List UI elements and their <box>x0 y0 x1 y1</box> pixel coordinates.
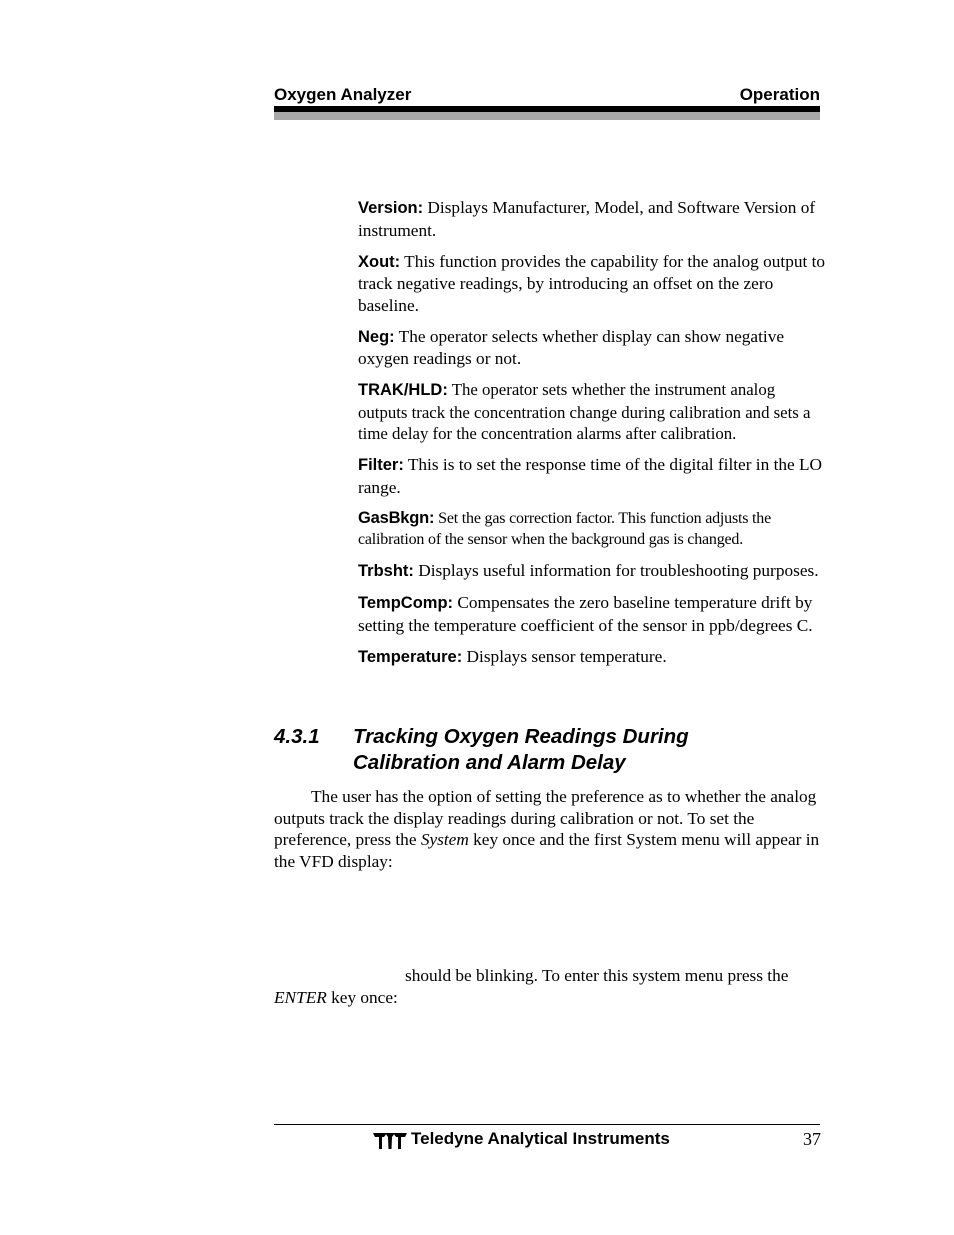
term-label: Trbsht: <box>358 562 414 580</box>
section-title: Tracking Oxygen Readings During Calibration and Alarm Delay <box>353 725 689 774</box>
definition-temperature <box>358 646 828 669</box>
term-description: Set the gas correction factor. This function adjusts the calibration of the sensor when the background gas is changed. <box>358 509 772 548</box>
term-description: Compensates the zero baseline temperature drift by setting the temperature coefficient of the sensor in ppb/degrees C. <box>358 593 813 635</box>
definition-neg <box>358 326 828 370</box>
definition-trak-hld <box>358 379 828 445</box>
key-name: ENTER <box>274 987 327 1007</box>
header-rule-shadow <box>274 112 820 120</box>
paragraph-text: should be blinking. To enter this system menu press the <box>405 966 789 985</box>
footer-rule <box>274 1124 820 1125</box>
term-label: Temperature: <box>358 647 463 666</box>
paragraph-text: key once: <box>326 987 398 1007</box>
paragraph-text: The user has the option of setting the preference as to whether the analog outputs track the display readings during calibration or not. To set the preference, press the <box>274 787 817 850</box>
definition-list <box>358 197 828 678</box>
term-description: This function provides the capability for the analog output to track negative readings, by introducing an offset on the zero baseline. <box>358 251 826 315</box>
teledyne-logo-icon <box>373 1131 407 1151</box>
term-label: TRAK/HLD: <box>358 381 448 399</box>
term-label: Xout: <box>358 252 401 271</box>
term-description: The operator selects whether display can show negative oxygen readings or not. <box>358 326 785 368</box>
term-label: Neg: <box>358 327 395 346</box>
term-label: GasBkgn: <box>358 508 435 527</box>
term-description: Displays Manufacturer, Model, and Software Version of instrument. <box>358 198 816 240</box>
term-label: TempComp: <box>358 594 454 612</box>
definition-xout <box>358 251 828 317</box>
paragraph-text: key once and the first System menu will appear in the VFD display: <box>274 830 820 872</box>
running-header-title: Oxygen Analyzer <box>274 85 412 104</box>
body-paragraph <box>274 786 822 873</box>
definition-gasbkgn <box>358 508 828 551</box>
term-label: Filter: <box>358 456 404 474</box>
section-number: 4.3.1 <box>274 725 320 748</box>
term-description: The operator sets whether the instrument analog outputs track the concentration change during calibration and sets a time delay for the concentration alarms after calibration. <box>358 380 811 443</box>
body-paragraph <box>274 965 822 1008</box>
running-header-section: Operation <box>739 85 820 104</box>
definition-trbsht <box>358 560 828 583</box>
page-number: 37 <box>803 1129 821 1149</box>
term-label: Version: <box>358 199 424 217</box>
term-description: Displays sensor temperature. <box>462 646 667 666</box>
definition-filter <box>358 454 828 498</box>
term-description: This is to set the response time of the digital filter in the LO range. <box>358 455 823 497</box>
term-description: Displays useful information for troubleshooting purposes. <box>413 561 819 580</box>
definition-version <box>358 197 828 241</box>
footer-company: Teledyne Analytical Instruments <box>411 1129 670 1148</box>
definition-tempcomp <box>358 592 828 636</box>
key-name: System <box>420 830 469 850</box>
